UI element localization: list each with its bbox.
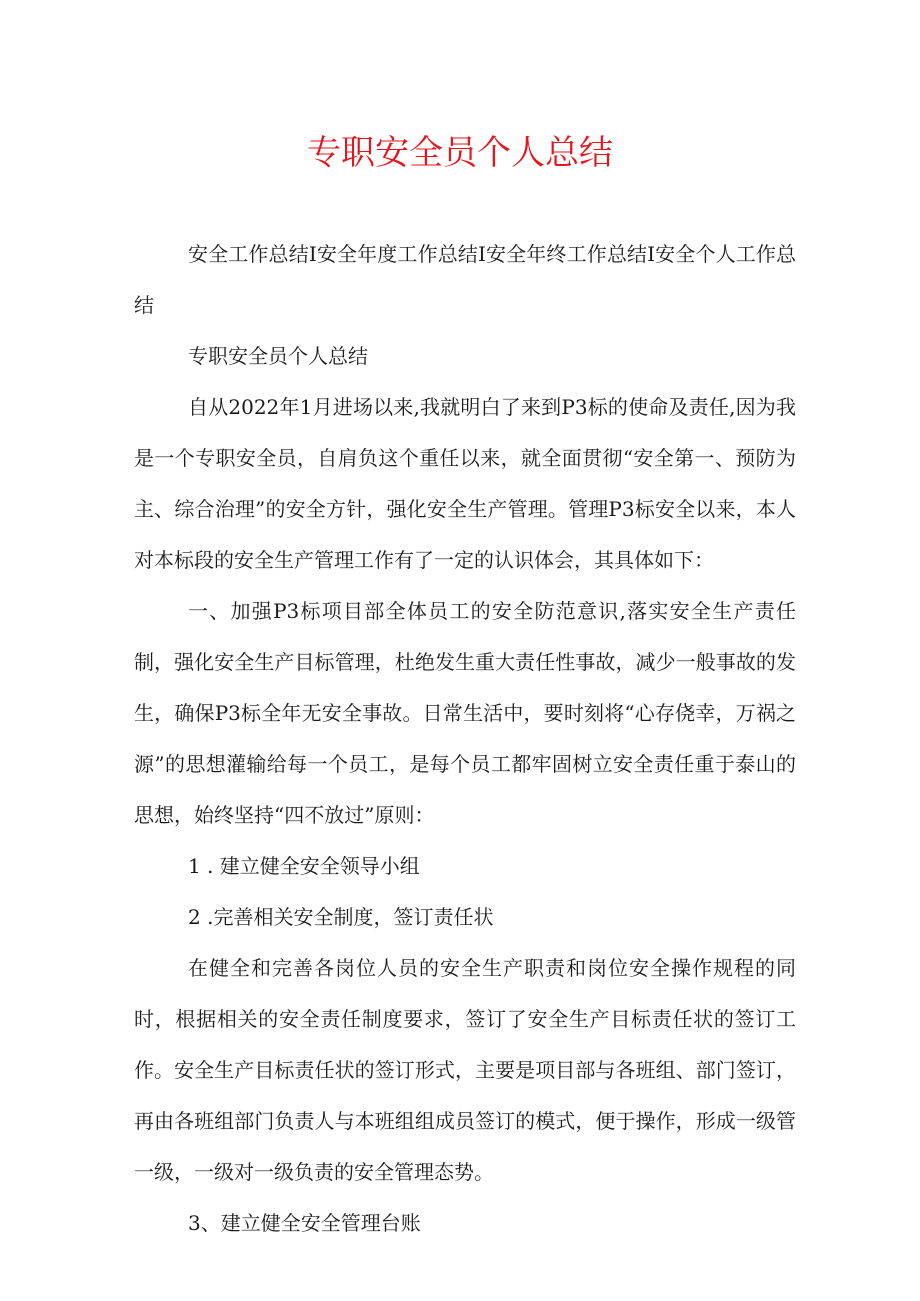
paragraph-intro: 自从2022年1月进场以来,我就明白了来到P3标的使命及责任,因为我是一个专职安全员，自肩负这个重任以来，就全面贯彻“安全第一、预防为主、综合治理”的安全方针，强化安全生产管理。管理P3标安全以来，本人对本标段的安全生产管理工作有了一定的认识体会，其具体如下： xyxy=(134,395,796,572)
paragraph-responsibility: 在健全和完善各岗位人员的安全生产职责和岗位安全操作规程的同时，根据相关的安全责任制度要求，签订了安全生产目标责任状的签订工作。安全生产目标责任状的签订形式，主要是项目部与各班组、部门签订，再由各班组部门负责人与本班组组成员签订的模式，便于操作，形成一级管一级，一级对一级负责的安全管理态势。 xyxy=(134,956,796,1184)
list-item-2: 2 .完善相关安全制度，签订责任状 xyxy=(188,905,494,929)
list-item-1: 1 . 建立健全安全领导小组 xyxy=(188,854,420,878)
document-body xyxy=(134,229,796,1249)
paragraph-section-1: 一、加强P3标项目部全体员工的安全防范意识,落实安全生产责任制，强化安全生产目标管理，杜绝发生重大责任性事故，减少一般事故的发生，确保P3标全年无安全事故。日常生活中，要时刻将“心存侥幸，万祸之源”的思想灌输给每一个员工，是每个员工都牢固树立安全责任重于泰山的思想，始终坚持“四不放过”原则： xyxy=(134,599,796,827)
paragraph-subtitle: 专职安全员个人总结 xyxy=(188,344,368,368)
list-item-3: 3、建立健全安全管理台账 xyxy=(188,1211,421,1235)
paragraph-categories: 安全工作总结I安全年度工作总结I安全年终工作总结I安全个人工作总结 xyxy=(134,242,796,317)
document-title: 专职安全员个人总结 xyxy=(307,133,613,173)
